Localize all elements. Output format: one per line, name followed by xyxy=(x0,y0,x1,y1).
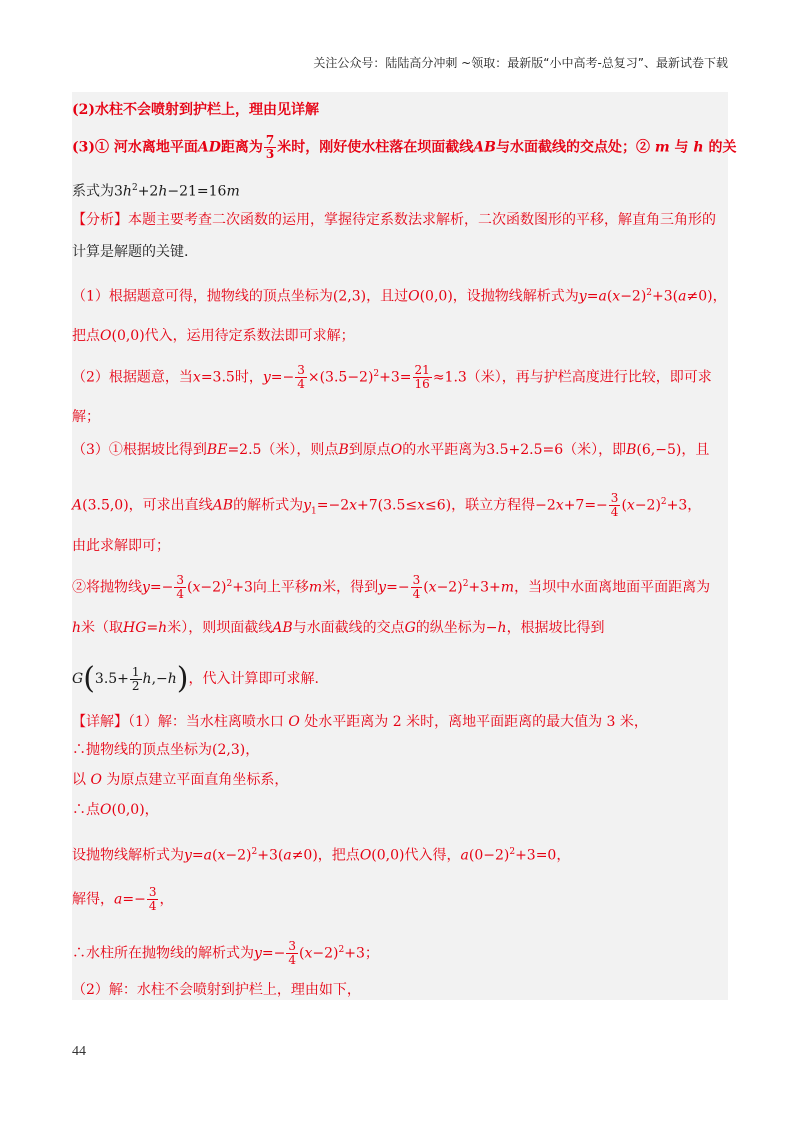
analysis-step-1: （1）根据题意可得，抛物线的顶点坐标为(2,3)，且过O(0,0)，设抛物线解析式为$y=a(x-2)^2+3(a\ne 0)$， xyxy=(72,288,727,305)
detail-vertex: ∴抛物线的顶点坐标为(2,3)， xyxy=(72,742,260,758)
answer-line-3: (3)① 河水离地平面AD距离为 $\frac{7}{3}$ 米时，刚好使水柱落在坝面截线AB与水面截线的交点处；② m 与 h 的关 xyxy=(72,133,737,161)
analysis-step-3c: 由此求解即可； xyxy=(72,538,170,554)
detail-origin: 以 O 为原点建立平面直角坐标系， xyxy=(72,772,289,788)
answer-line-2: (2)水柱不会喷射到护栏上，理由见详解 xyxy=(72,102,319,118)
detail-intro: 【详解】（1）解：当水柱离喷水口 O 处水平距离为 2 米时，离地平面距离的最大值为 3 米， xyxy=(72,714,648,730)
detail-part-2: （2）解：水柱不会喷射到护栏上，理由如下， xyxy=(72,982,361,998)
analysis-line-2: 计算是解题的关键. xyxy=(72,244,189,260)
relation-line: 系式为$3h^2+2h-21=16m$ xyxy=(72,183,240,200)
analysis-step-3: （3）①根据坡比得到BE=2.5（米），则点B到原点O的水平距离为3.5+2.5=6（米），即B(6,−5)，且 xyxy=(72,442,710,458)
analysis-line-1: 【分析】本题主要考查二次函数的运用，掌握待定系数法求解析，二次函数图形的平移，解直角三角形的 xyxy=(72,212,716,228)
page-header: 关注公众号：陆陆高分冲刺 ~领取：最新版“小中高考-总复习”、最新试卷下载 xyxy=(313,56,728,70)
detail-result: ∴水柱所在抛物线的解析式为y=− $\frac{3}{4}$ $(x-2)^2+3$； xyxy=(72,939,379,968)
analysis-step-2: （2）根据题意，当x=3.5时，y=− $\frac{3}{4}$ $\times(3.5-2)^2+3=$ $\frac{21}{16}$ ≈1.3（米），再与护栏高度进行比较，即可求 xyxy=(72,363,712,392)
analysis-step-3b: A(3.5,0)，可求出直线AB的解析式为$y_1=-2x+7(3.5\le x\le 6)$，联立方程得−2x+7=− $\frac{3}{4}$ $(x-2)^2+3$， xyxy=(72,491,702,520)
analysis-step-3e: h米（取HG=h米），则坝面截线AB与水面截线的交点G的纵坐标为−h，根据坡比得到 xyxy=(72,620,605,636)
analysis-step-3d: ②将抛物线y=− $\frac{3}{4}$ $(x-2)^2+3$向上平移m米，得到y=− $\frac{3}{4}$ $(x-2)^2+3+m$，当坝中水面离地面平面距离为 xyxy=(72,573,711,602)
detail-point-o: ∴点O(0,0)， xyxy=(72,802,159,818)
analysis-step-1b: 把点O(0,0)代入，运用待定系数法即可求解； xyxy=(72,328,355,344)
analysis-step-3f: G(3.5+ $\frac{1}{2}$ h,−h)，代入计算即可求解. xyxy=(72,661,319,696)
detail-set-function: 设抛物线解析式为$y=a(x-2)^2+3(a\ne 0)$，把点O(0,0)代入得，$a(0-2)^2+3=0$， xyxy=(72,847,571,864)
page-number: 44 xyxy=(72,1044,86,1059)
analysis-step-2b: 解； xyxy=(72,409,100,425)
detail-solve-a: 解得，a=− $\frac{3}{4}$ ， xyxy=(72,885,174,913)
